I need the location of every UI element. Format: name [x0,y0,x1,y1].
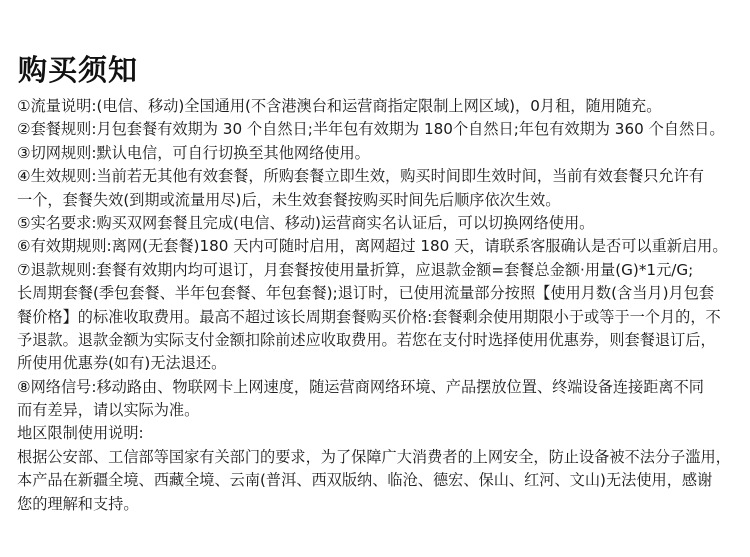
notice-line: 一个，套餐失效(到期或流量用尽)后，未生效套餐按购买时间先后顺序依次生效。 [17,190,561,209]
notice-line: ⑧网络信号:移动路由、物联网卡上网速度，随运营商网络环境、产品摆放位置、终端设备连接距离不同 [17,377,704,396]
page-title: 购买须知 [18,53,139,87]
notice-line: 而有差异，请以实际为准。 [17,401,200,420]
notice-body [17,95,736,516]
notice-line: 本产品在新疆全境、西藏全境、云南(普洱、西双版纳、临沧、德宏、保山、红河、文山)无法使用，感谢 [17,471,713,490]
notice-line: ②套餐规则:月包套餐有效期为 30 个自然日;半年包有效期为 180个自然日;年包有效期为 360 个自然日。 [17,120,725,139]
notice-line: ⑦退款规则:套餐有效期内均可退订，月套餐按使用量折算，应退款金额=套餐总金额·用量(G)*1元/G; [17,260,694,279]
notice-line: ③切网规则:默认电信，可自行切换至其他网络使用。 [17,143,370,162]
notice-line: ①流量说明:(电信、移动)全国通用(不含港澳台和运营商指定限制上网区域)，0月租，随用随充。 [17,97,662,115]
notice-line: 您的理解和支持。 [17,494,139,513]
section-heading: 地区限制使用说明: [17,424,144,443]
notice-line: 所使用优惠券(如有)无法退还。 [17,354,227,373]
notice-line: ④生效规则:当前若无其他有效套餐，所购套餐立即生效，购买时间即生效时间，当前有效套餐只允许有 [17,167,704,186]
notice-line: 餐价格】的标准收取费用。最高不超过该长周期套餐购买价格:套餐剩余使用期限小于或等于一个月的，不 [17,307,721,326]
notice-line: 长周期套餐(季包套餐、半年包套餐、年包套餐);退订时，已使用流量部分按照【使用月数(含当月)月包套 [17,284,715,303]
notice-line: ⑤实名要求:购买双网套餐且完成(电信、移动)运营商实名认证后，可以切换网络使用。 [17,213,595,232]
notice-line: 予退款。退款金额为实际支付金额扣除前述应收取费用。若您在支付时选择使用优惠券，则套餐退订后， [17,330,716,349]
notice-line: ⑥有效期规则:离网(无套餐)180 天内可随时启用，离网超过 180 天，请联系客服确认是否可以重新启用。 [17,237,728,256]
notice-line: 根据公安部、工信部等国家有关部门的要求，为了保障广大消费者的上网安全，防止设备被不法分子滥用， [17,447,731,466]
